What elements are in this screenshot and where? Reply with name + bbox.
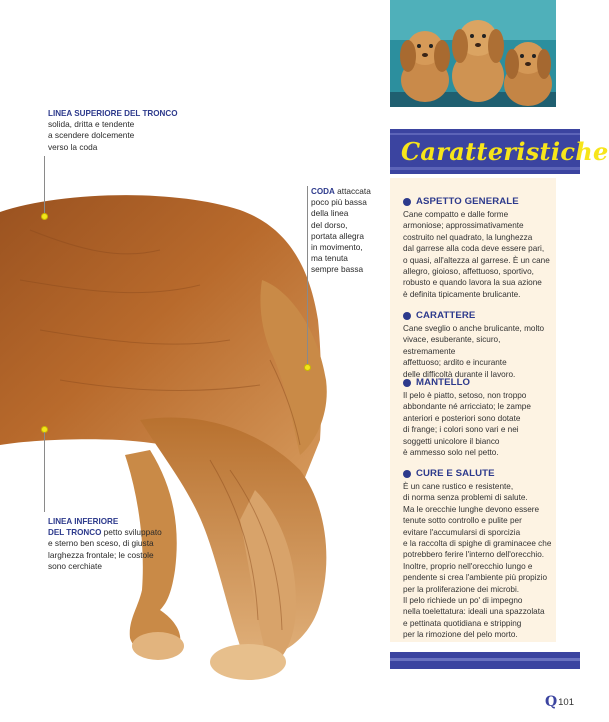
section-carattere: [403, 310, 553, 380]
callout-underline: [48, 516, 178, 572]
callout-tail: [311, 186, 389, 276]
section-cure-e-salute: [403, 468, 553, 641]
bullet-icon: [403, 379, 411, 387]
callout-topline-text: solida, dritta e tendente a scendere dolcemente verso la coda: [48, 119, 135, 152]
section-body: Il pelo è piatto, setoso, non troppo abbondante né arricciato; le zampe anteriori e posteriori sono dotate di frange; i colori sono vari e nei soggetti unicolore il bianco è ammesso solo nel petto.: [403, 391, 531, 458]
section-body: È un cane rustico e resistente, di norma senza problemi di salute. Ma le orecchie lunghe devono essere tenute sotto controllo e pulite per evitare l'accumularsi di sporcizia e la raccolta di spighe di graminacee che potrebbero ferire l'interno dell'orecchio. Inoltre, proprio nell'orecchio lungo e pendente si crea l'ambiente più propizio per la proliferazione dei microbi. Il pelo richiede un po' di impegno nella toelettatura: ideali una spazzolata e pettinata quotidiana e stripping per la rimozione del pelo morto.: [403, 482, 552, 640]
bullet-icon: [403, 470, 411, 478]
callout-underline-text: petto sviluppato e sterno ben sceso, di giusta larghezza frontale; le costole sono cerchiate: [48, 527, 162, 571]
section-heading: CARATTERE: [416, 310, 476, 321]
section-mantello: [403, 377, 553, 458]
bullet-icon: [403, 312, 411, 320]
callout-tail-heading: CODA: [311, 187, 335, 196]
section-heading: ASPETTO GENERALE: [416, 196, 519, 207]
callout-topline: [48, 108, 198, 153]
sidebar-bottom-band: [390, 652, 580, 669]
callout-underline-heading: LINEA INFERIORE DEL TRONCO: [48, 517, 119, 538]
section-heading: CURE E SALUTE: [416, 468, 495, 479]
section-heading: MANTELLO: [416, 377, 471, 388]
topline-leader-line: [44, 156, 45, 216]
section-body: Cane sveglio o anche brulicante, molto vivace, esuberante, sicuro, estremamente affettuoso; ardito e incurante delle difficoltà durante il lavoro.: [403, 324, 545, 379]
callout-tail-text: attaccata poco più bassa della linea del dorso, portata allegra in movimento, ma tenuta sempre bassa: [311, 186, 371, 275]
magazine-logo-icon: Q: [544, 694, 558, 710]
puppies-photo: [390, 0, 556, 107]
page-number: 101: [558, 696, 574, 708]
tail-marker-dot: [304, 364, 311, 371]
callout-topline-heading: LINEA SUPERIORE DEL TRONCO: [48, 109, 178, 118]
underline-leader-line: [44, 432, 45, 512]
section-aspetto-generale: [403, 196, 553, 300]
page-folio: [545, 694, 574, 710]
section-body: Cane compatto e dalle forme armoniose; approssimativamente costruito nel quadrato, la lunghezza dal garrese alla coda deve essere pari, o quasi, all'altezza al garrese. È un cane allegro, gioioso, affettuoso, sportivo, robusto e quando lavora la sua azione è definita tipicamente brulicante.: [403, 210, 550, 299]
characteristics-sidebar: [390, 0, 609, 722]
topline-marker-dot: [41, 213, 48, 220]
tail-leader-line: [307, 186, 308, 366]
bullet-icon: [403, 198, 411, 206]
sidebar-title: Caratteristiche: [401, 137, 609, 166]
